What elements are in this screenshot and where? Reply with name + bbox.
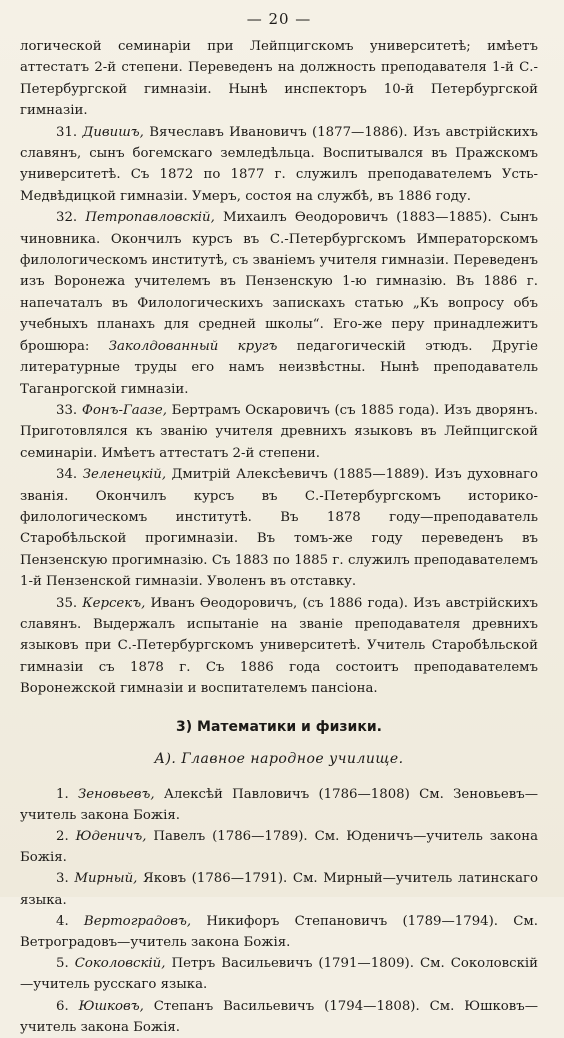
entry-text: Яковъ (1786—1791). См. Мирный—учитель латинскаго языка. <box>20 871 538 908</box>
entry-surname: Мирный, <box>74 871 138 887</box>
entry-text: Павелъ (1786—1789). См. Юденичъ—учитель закона Божія. <box>20 829 539 866</box>
entry-number: 2. <box>56 829 69 844</box>
entry-b-4 <box>20 911 538 953</box>
entry-text-continued: педагогическій этюдъ. Другіе литературные труды его намъ неизвѣстны. Нынѣ преподаватель Таганрогской гимназіи. <box>20 338 539 397</box>
entry-surname: Юшковъ, <box>78 998 144 1014</box>
entry-text: Дмитрій Алексѣевичъ (1885—1889). Изъ духовнаго званія. Окончилъ курсъ въ С.-Петербургскомъ историко-филологическомъ институтѣ. Въ 1878 году—преподаватель Старобѣльской прогимназіи. Въ томъ-же году переведенъ въ Пензенскую прогимназію. Съ 1883 по 1885 г. служилъ преподавателемъ 1-й Пензенской гимназіи. Уволенъ въ отставку. <box>20 467 538 590</box>
entry-number: 3. <box>56 871 69 887</box>
entries-group-a <box>20 122 538 700</box>
entry-number: 6. <box>56 998 69 1014</box>
entry-surname: Керсекъ, <box>82 595 146 611</box>
entry-text: Вячеславъ Ивановичъ (1877—1886). Изъ австрійскихъ славянъ, сынъ богемскаго земледѣльца. Воспитывался въ Пражскомъ университетѣ. Съ 1872 по 1877 г. служилъ преподавателемъ Усть-Медвѣдицкой гимназіи. Умеръ, состоя на службѣ, въ 1886 году. <box>20 124 539 204</box>
entry-text: Петръ Васильевичъ (1791—1809). См. Соколовскій—учитель русскаго языка. <box>20 956 539 993</box>
entry-number: 34. <box>56 467 78 483</box>
entry-text: Никифоръ Степановичъ (1789—1794). См. Ветроградовъ—учитель закона Божія. <box>20 913 538 951</box>
entry-number: 5. <box>56 956 69 972</box>
entry-text: Алексѣй Павловичъ (1786—1808) См. Зеновьевъ—учитель закона Божія. <box>20 786 538 823</box>
entry-number: 1. <box>56 786 69 802</box>
entry-text: Степанъ Васильевичъ (1794—1808). См. Юшковъ—учитель закона Божія. <box>20 998 539 1035</box>
entry-surname: Петропавловскій, <box>85 210 215 226</box>
entry-b-5 <box>20 953 538 995</box>
intro-paragraph: логической семинаріи при Лейпцигскомъ университетѣ; имѣетъ аттестатъ 2-й степени. Переведенъ на должность преподавателя 1-й С.-Петербургской гимназіи. Нынѣ инспекторъ 10-й Петербургской гимназіи. <box>20 39 538 119</box>
entry-book-title: Заколдованный кругъ <box>108 338 278 354</box>
entries-group-b <box>20 784 538 1038</box>
page-number: — 20 — <box>246 10 312 28</box>
entry-surname: Зеленецкій, <box>82 467 167 483</box>
entry-31 <box>20 122 538 208</box>
entry-33 <box>20 400 538 464</box>
entry-surname: Юденичъ, <box>75 829 147 844</box>
entry-b-6 <box>20 996 538 1038</box>
entry-surname: Соколовскій, <box>74 956 166 972</box>
entry-b-3 <box>20 868 538 910</box>
subsection-heading: А). Главное народное училище. <box>154 750 404 767</box>
section-heading: 3) Математики и физики. <box>176 718 382 735</box>
entry-34 <box>20 464 538 592</box>
entry-surname: Вертоградовъ, <box>83 913 192 929</box>
entry-35 <box>20 593 538 700</box>
entry-32 <box>20 207 538 400</box>
entry-number: 35. <box>56 595 78 611</box>
entry-surname: Дивишъ, <box>82 124 144 140</box>
entry-text: Бертрамъ Оскаровичъ (съ 1885 года). Изъ дворянъ. Приготовлялся къ званію учителя древнихъ языковъ въ Лейпцигской семинаріи. Имѣетъ аттестатъ 2-й степени. <box>20 402 538 461</box>
entry-number: 31. <box>56 124 78 140</box>
entry-number: 33. <box>56 402 78 418</box>
entry-surname: Зеновьевъ, <box>77 786 155 802</box>
entry-surname: Фонъ-Гаазе, <box>81 402 167 418</box>
entry-text: Иванъ Ѳеодоровичъ, (съ 1886 года). Изъ австрійскихъ славянъ. Выдержалъ испытаніе на званіе преподавателя древнихъ языковъ при С.-Петербургскомъ университетѣ. Учитель Старобѣльской гимназіи съ 1878 г. Съ 1886 года состоитъ преподавателемъ Воронежской гимназіи и воспитателемъ пансіона. <box>20 595 538 697</box>
entry-text: Михаилъ Ѳеодоровичъ (1883—1885). Сынъ чиновника. Окончилъ курсъ въ С.-Петербургскомъ Императорскомъ филологическомъ институтѣ, съ званіемъ учителя гимназіи. Переведенъ изъ Воронежа учителемъ въ Пензенскую 1-ю гимназію. Въ 1886 г. напечаталъ въ Филологическихъ запискахъ статью „Къ вопросу объ учебныхъ планахъ для средней школы“. Его-же перу принадлежитъ брошюра: <box>20 210 538 354</box>
entry-number: 4. <box>56 913 69 929</box>
entry-number: 32. <box>56 210 78 226</box>
entry-b-1 <box>20 784 538 826</box>
entry-b-2 <box>20 826 538 868</box>
